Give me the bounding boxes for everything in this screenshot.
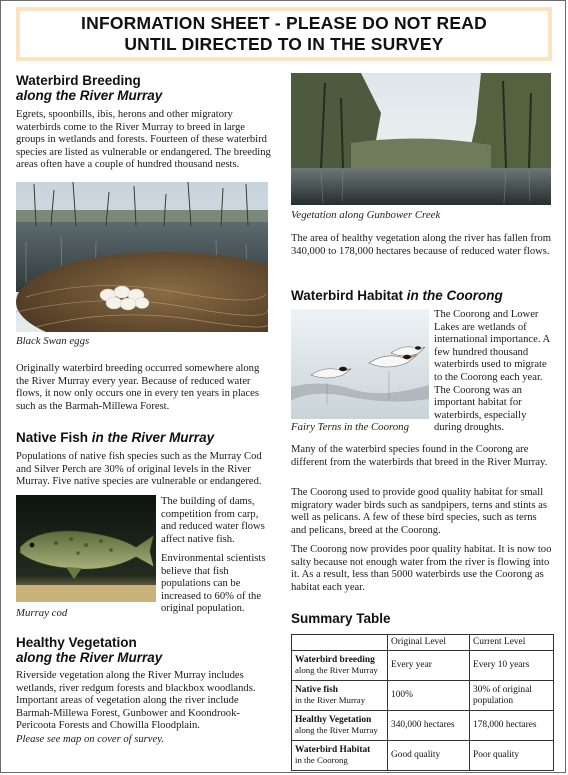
table-row xyxy=(292,681,554,711)
summary-header-row xyxy=(292,635,554,651)
fish-paragraph-2: The building of dams, competition from carp, and reduced water flows affect native fish. xyxy=(161,496,265,545)
vegetation-subtitle: along the River Murray xyxy=(16,650,163,665)
summary-header-current: Current Level xyxy=(470,635,554,651)
habitat-paragraph-3: The Coorong now provides poor quality habitat. It is now too salty because not enough water from the river is flowing into it. As a result, less than 5000 waterbirds use the Coorong as habitat each year. xyxy=(291,544,552,593)
table-row xyxy=(292,741,554,771)
summary-table xyxy=(291,634,554,771)
breeding-paragraph-2: Originally waterbird breeding occurred somewhere along the River Murray every year. Because of reduced water flows, it now only occurs one in every ten years in places such as the Barmah-Millewa Forest. xyxy=(16,363,260,412)
summary-header-original: Original Level xyxy=(388,635,470,651)
black-swan-eggs-caption: Black Swan eggs xyxy=(16,335,90,347)
gunbower-creek-caption: Vegetation along Gunbower Creek xyxy=(291,209,441,221)
breeding-paragraph-1: Egrets, spoonbills, ibis, herons and other migratory waterbirds come to the River Murray to breed in large groups in wetlands and forests. Fourteen of these waterbird species are listed as vulnerable or endangered. The breeding areas often have a couple of hundred thousand nests. xyxy=(16,109,271,171)
fairy-terns-photo xyxy=(291,309,429,419)
row-original: 340,000 hectares xyxy=(388,711,470,741)
table-row xyxy=(292,711,554,741)
breeding-title: Waterbird Breeding xyxy=(16,73,141,88)
row-label: Waterbird breeding xyxy=(295,654,375,665)
vegetation-title: Healthy Vegetation xyxy=(16,635,137,650)
row-sublabel: in the River Murray xyxy=(295,695,366,705)
fairy-terns-caption: Fairy Terns in the Coorong xyxy=(291,421,409,433)
row-label: Waterbird Habitat xyxy=(295,744,371,755)
habitat-paragraph-1: Many of the waterbird species found in the Coorong are different from the waterbirds that breed in the River Murray. xyxy=(291,444,548,468)
fish-subtitle: in the River Murray xyxy=(91,430,215,445)
row-original: Every year xyxy=(388,651,470,681)
fish-paragraph-1: Populations of native fish species such as the Murray Cod and Silver Perch are 30% of original levels in the River Murray. Five native species are vulnerable or endangered. xyxy=(16,451,262,488)
row-current: Poor quality xyxy=(470,741,554,771)
habitat-paragraph-2: The Coorong used to provide good quality habitat for small migratory wader birds such as sandpipers, terns and stints as well as pelicans. A few of these bird species, such as terns and pelicans, breed at the Coorong. xyxy=(291,487,547,536)
banner-title xyxy=(81,13,487,55)
fish-heading xyxy=(16,430,271,445)
table-row xyxy=(292,651,554,681)
banner-line-1: INFORMATION SHEET - PLEASE DO NOT READ xyxy=(81,13,487,33)
habitat-title: Waterbird Habitat xyxy=(291,288,404,303)
fish-paragraph-3: Environmental scientists believe that fish populations can be increased to 60% of the original population. xyxy=(161,553,266,615)
row-label: Native fish xyxy=(295,684,338,695)
habitat-subtitle: in the Coorong xyxy=(406,288,503,303)
murray-cod-photo xyxy=(16,495,156,602)
summary-header-empty xyxy=(292,635,388,651)
breeding-heading xyxy=(16,73,271,103)
row-label: Healthy Vegetation xyxy=(295,714,372,725)
row-current: Every 10 years xyxy=(470,651,554,681)
habitat-heading xyxy=(291,288,553,303)
fish-title: Native Fish xyxy=(16,430,89,445)
vegetation-heading xyxy=(16,635,271,665)
vegetation-paragraph-1: Riverside vegetation along the River Murray includes wetlands, river redgum forests and blackbox woodlands. Important areas of vegetation along the river include Barmah-Millewa Forest, Gunbower and Koondrook-Pericoota Forests and Chowilla Floodplain. xyxy=(16,670,256,732)
habitat-side-text: The Coorong and Lower Lakes are wetlands of international importance. A few hundred thousand waterbirds used to migrate to the Coorong each year. The Coorong was an important habitat for waterbirds, especially during droughts. xyxy=(434,309,550,434)
row-sublabel: along the River Murray xyxy=(295,665,378,675)
row-sublabel: in the Coorong xyxy=(295,755,348,765)
row-current: 30% of original population xyxy=(470,681,554,711)
row-original: 100% xyxy=(388,681,470,711)
murray-cod-caption: Murray cod xyxy=(16,607,68,619)
gunbower-creek-photo xyxy=(291,73,551,205)
vegetation-map-note: Please see map on cover of survey. xyxy=(16,734,164,745)
vegetation-paragraph-2: The area of healthy vegetation along the river has fallen from 340,000 to 178,000 hectares because of reduced water flows. xyxy=(291,233,552,257)
row-current: 178,000 hectares xyxy=(470,711,554,741)
row-sublabel: along the River Murray xyxy=(295,725,378,735)
row-original: Good quality xyxy=(388,741,470,771)
banner-line-2: UNTIL DIRECTED TO IN THE SURVEY xyxy=(124,34,444,54)
summary-title: Summary Table xyxy=(291,611,391,626)
black-swan-eggs-photo xyxy=(16,182,268,332)
breeding-subtitle: along the River Murray xyxy=(16,88,163,103)
banner xyxy=(16,7,552,61)
